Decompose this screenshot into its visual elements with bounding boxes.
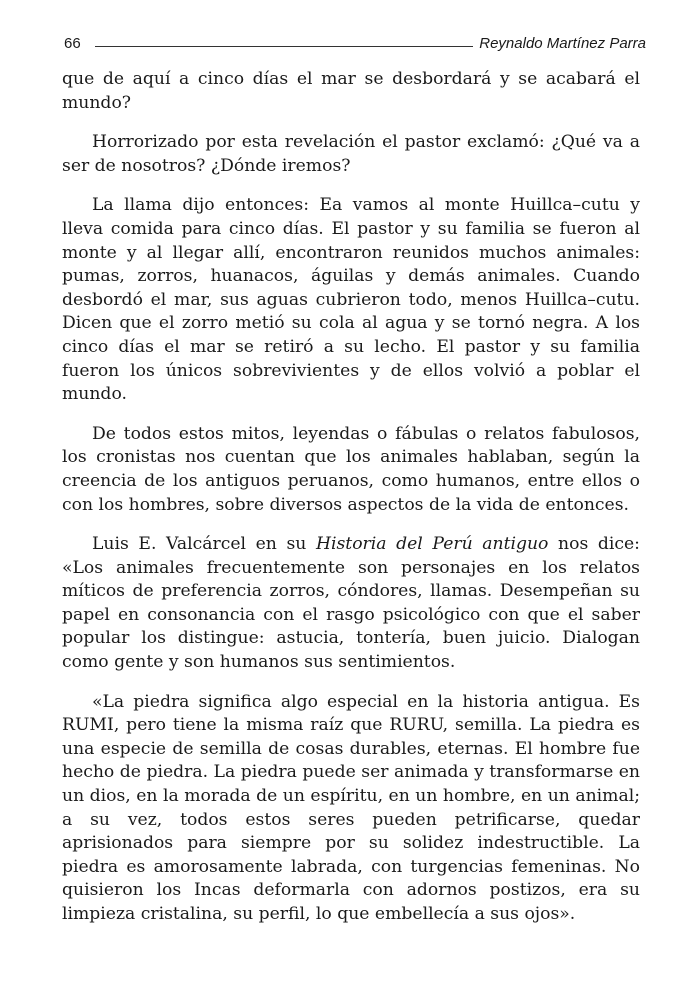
paragraph-llama: La llama dijo entonces: Ea vamos al monte Huillca–cutu y lleva comida para cinco días. El pastor y su familia se fueron al monte y al llegar allí, encontraron reunidos muchos animales: pumas, zorros, huanacos, águilas y demás animales. Cuando desbordó el mar, sus aguas cubrieron todo, menos Huillca–cutu. Dicen que el zorro metió su cola al agua y se tornó negra. A los cinco días el mar se retiró a su lecho. El pastor y su familia fueron los únicos sobrevivientes y de ellos volvió a poblar el mundo. [62, 195, 640, 405]
valcarcel-quote: nos dice: «Los animales frecuentemente son personajes en los relatos míticos de preferencia zorros, cóndores, llamas. Desempeñan su papel en consonancia con el rasgo psicológico con que el saber popular los distingue: astucia, tontería, buen juicio. Dialogan como gente y son humanos sus sentimientos. [62, 534, 640, 673]
page-number: 66 [64, 35, 81, 52]
header-rule [95, 46, 474, 47]
paragraph-mitos: De todos estos mitos, leyendas o fábulas o relatos fabulosos, los cronistas nos cuentan que los animales hablaban, según la creencia de los antiguos peruanos, como humanos, entre ellos o con los hombres, sobre diversos aspectos de la vida de entonces. [62, 423, 640, 515]
paragraph-horrorizado: Horrorizado por esta revelación el pastor exclamó: ¿Qué va a ser de nosotros? ¿Dónde iremos? [62, 132, 640, 176]
valcarcel-intro: Luis E. Valcárcel en su [92, 534, 316, 555]
book-title: Historia del Perú antiguo [315, 534, 549, 555]
paragraph-valcarcel [62, 533, 640, 675]
page-body [62, 68, 640, 943]
running-title: Reynaldo Martínez Parra [479, 35, 646, 52]
paragraph-piedra: «La piedra significa algo especial en la historia antigua. Es RUMI, pero tiene la misma raíz que RURU, semilla. La piedra es una especie de semilla de cosas durables, eternas. El hombre fue hecho de piedra. La piedra puede ser animada y transformarse en un dios, en la morada de un espíritu, en un hombre, en un animal; a su vez, todos estos seres pueden petrificarse, quedar aprisionados para siempre por su solidez indestructible. La piedra es amorosamente labrada, con turgencias femeninas. No quisieron los Incas deformarla con adornos postizos, era su limpieza cristalina, su perfil, lo que embellecía a sus ojos». [62, 691, 640, 924]
paragraph-continuation: que de aquí a cinco días el mar se desbordará y se acabará el mundo? [62, 69, 640, 113]
page-header [64, 30, 646, 52]
